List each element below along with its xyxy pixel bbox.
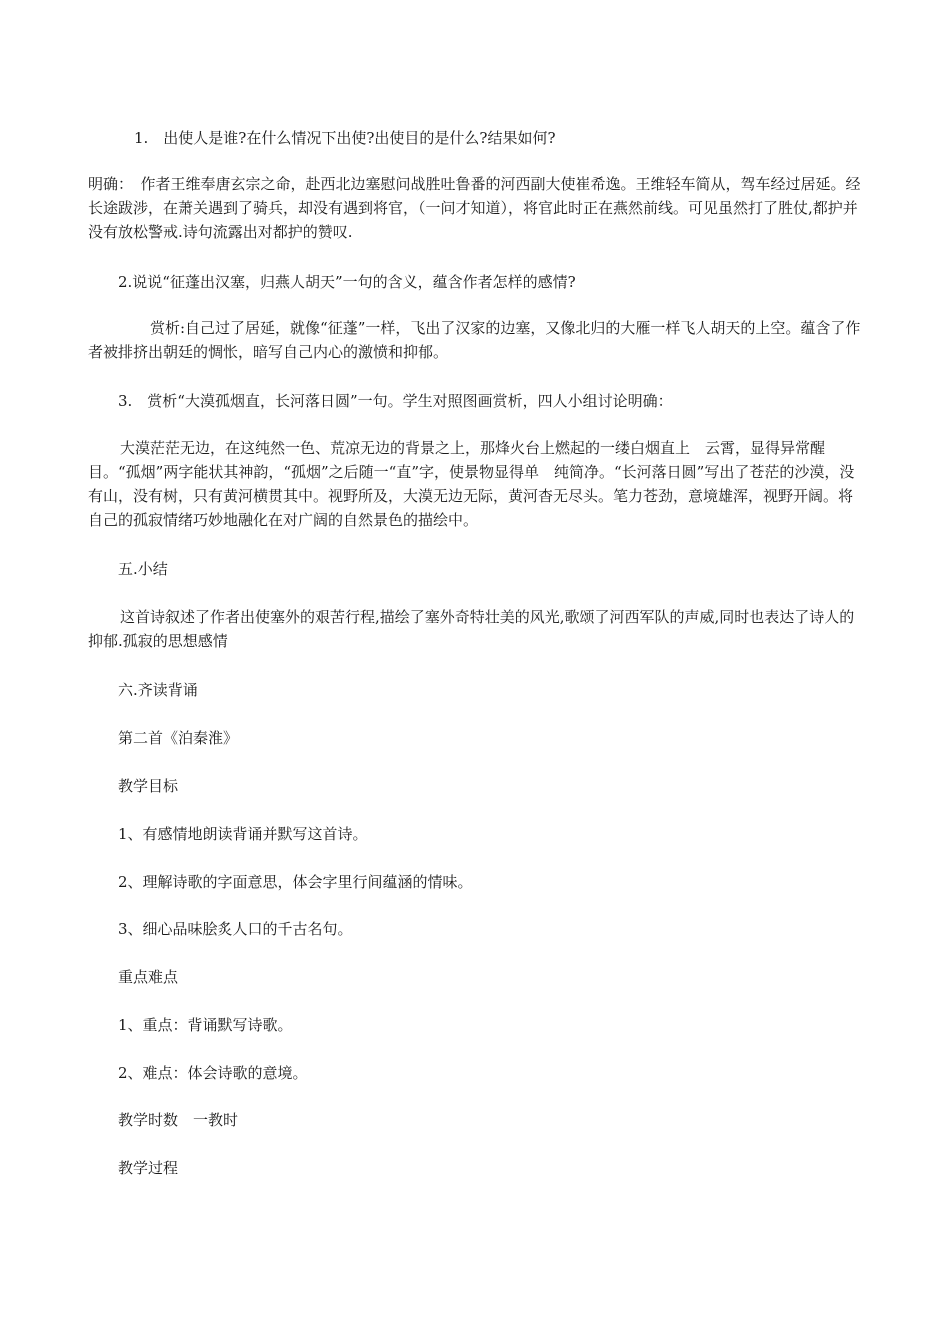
teaching-goals-heading: 教学目标 xyxy=(118,777,179,795)
answer-1-paragraph: 明确： 作者王维奉唐玄宗之命，赴西北边塞慰问战胜吐鲁番的河西副大使崔希逸。王维轻车简从，驾车经过居延。经长途跋涉，在萧关遇到了骑兵，却没有遇到将官，（一问才知道），将官此时正在燕然前线。可见虽然打了胜仗,都护并没有放松警戒.诗句流露出对都护的赞叹. xyxy=(88,175,861,241)
question-2: 2.说说“征蓬出汉塞，归燕人胡天”一句的含义，蕴含作者怎样的感情? xyxy=(118,273,576,291)
question-1: 1. 出使人是谁?在什么情况下出使?出使目的是什么?结果如何? xyxy=(134,129,556,147)
teaching-process-heading: 教学过程 xyxy=(118,1159,179,1177)
analysis-paragraph: 大漠茫茫无边，在这纯然一色、荒凉无边的背景之上，那烽火台上燃起的一缕白烟直上 云霄，显得异常醒目。“孤烟”两字能状其神韵，“孤烟”之后随一“直”字，使景物显得单 纯简净。“长河落日圆”写出了苍茫的沙漠，没有山，没有树，只有黄河横贯其中。视野所及，大漠无边无际，黄河杳无尽头。笔力苍劲，意境雄浑，视野开阔。将自己的孤寂情绪巧妙地融化在对广阔的自然景色的描绘中。 xyxy=(88,439,855,529)
goal-item-1: 1、有感情地朗读背诵并默写这首诗。 xyxy=(118,825,368,843)
goal-item-2: 2、理解诗歌的字面意思，体会字里行间蕴涵的情味。 xyxy=(118,873,473,891)
question-3: 3. 赏析“大漠孤烟直，长河落日圆”一句。学生对照图画赏析，四人小组讨论明确： xyxy=(118,392,673,410)
second-poem-title: 第二首《泊秦淮》 xyxy=(118,729,239,747)
goal-item-3: 3、细心品味脍炙人口的千古名句。 xyxy=(118,920,353,938)
key-point-2: 2、难点：体会诗歌的意境。 xyxy=(118,1064,308,1082)
section-summary-heading: 五.小结 xyxy=(118,560,168,578)
key-point-1: 1、重点：背诵默写诗歌。 xyxy=(118,1016,293,1034)
summary-paragraph: 这首诗叙述了作者出使塞外的艰苦行程,描绘了塞外奇特壮美的风光,歌颂了河西军队的声威,同时也表达了诗人的抑郁.孤寂的思想感情 xyxy=(88,608,855,650)
section-recite-heading: 六.齐读背诵 xyxy=(118,681,198,699)
teaching-hours: 教学时数 一教时 xyxy=(118,1111,239,1129)
appreciation-paragraph: 赏析:自己过了居延，就像“征蓬”一样，飞出了汉家的边塞，又像北归的大雁一样飞人胡天的上空。蕴含了作者被排挤出朝廷的惆怅，暗写自己内心的激愤和抑郁。 xyxy=(88,319,861,361)
key-points-heading: 重点难点 xyxy=(118,968,179,986)
